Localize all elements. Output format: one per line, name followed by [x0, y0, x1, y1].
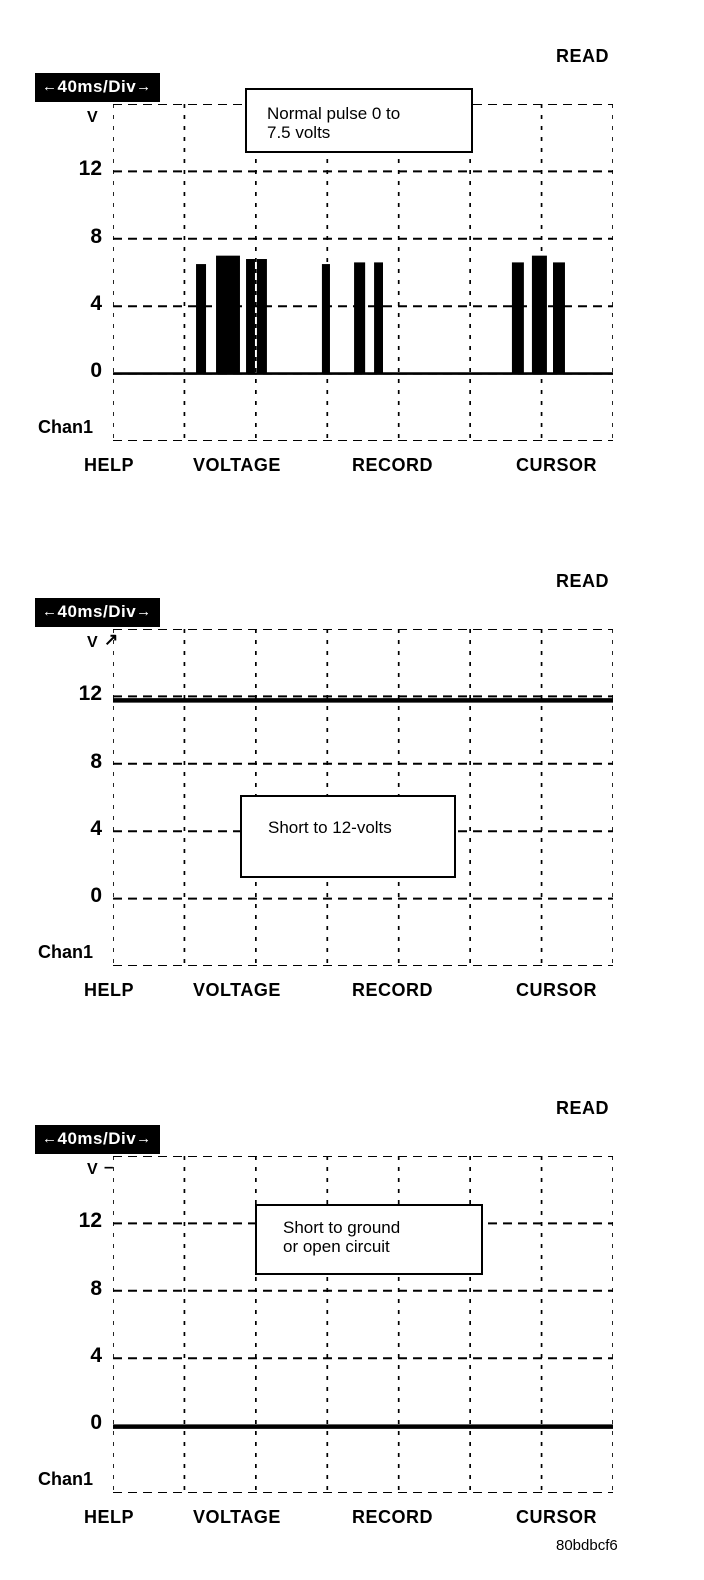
y-tick-4: 4: [90, 817, 102, 840]
annotation-box: [240, 795, 456, 878]
read-mode-button[interactable]: READ: [556, 1098, 610, 1118]
scope-screen-short-to-ground: [0, 1092, 704, 1578]
timebase-badge[interactable]: [35, 598, 160, 627]
y-tick-8: 8: [90, 225, 102, 248]
timebase-label: 40ms/Div: [57, 602, 137, 621]
right-arrow-icon: →: [136, 78, 152, 95]
annotation-box: [255, 1204, 483, 1275]
channel-label: Chan1: [38, 1469, 94, 1489]
annotation-line: Normal pulse 0 to: [267, 104, 401, 123]
y-tick-12: 12: [78, 1209, 102, 1232]
annotation-line: or open circuit: [283, 1237, 390, 1256]
softkey-record[interactable]: RECORD: [352, 1507, 434, 1527]
y-tick-0: 0: [90, 884, 102, 907]
softkey-cursor[interactable]: CURSOR: [516, 455, 598, 475]
timebase-badge[interactable]: [35, 1125, 160, 1154]
softkey-help[interactable]: HELP: [84, 1507, 135, 1527]
y-axis-unit-label: V: [87, 634, 98, 651]
y-axis-unit-label: V: [87, 109, 98, 126]
left-arrow-icon: ←: [42, 603, 58, 620]
y-tick-8: 8: [90, 1277, 102, 1300]
annotation-line: Short to 12-volts: [268, 818, 392, 837]
scope-screen-short-to-12v: [0, 565, 704, 1051]
y-tick-8: 8: [90, 750, 102, 773]
y-axis-unit-label: V: [87, 1161, 98, 1178]
annotation-line: Short to ground: [283, 1218, 401, 1237]
left-arrow-icon: ←: [42, 78, 58, 95]
softkey-voltage[interactable]: VOLTAGE: [193, 455, 281, 475]
timebase-label: 40ms/Div: [57, 1129, 137, 1148]
trigger-slope-icon: ↗: [104, 630, 119, 649]
trigger-level-icon: –: [104, 1157, 114, 1176]
waveform-plot: [113, 104, 613, 441]
y-tick-0: 0: [90, 1411, 102, 1434]
softkey-help[interactable]: HELP: [84, 980, 135, 1000]
channel-label: Chan1: [38, 417, 94, 437]
timebase-badge[interactable]: [35, 73, 160, 102]
softkey-cursor[interactable]: CURSOR: [516, 1507, 598, 1527]
scope-screen-normal-pulse: [0, 40, 704, 526]
y-tick-4: 4: [90, 292, 102, 315]
softkey-cursor[interactable]: CURSOR: [516, 980, 598, 1000]
annotation-box: [245, 88, 473, 153]
softkey-record[interactable]: RECORD: [352, 980, 434, 1000]
softkey-record[interactable]: RECORD: [352, 455, 434, 475]
y-tick-12: 12: [78, 157, 102, 180]
read-mode-button[interactable]: READ: [556, 46, 610, 66]
channel-label: Chan1: [38, 942, 94, 962]
left-arrow-icon: ←: [42, 1130, 58, 1147]
annotation-line: 7.5 volts: [267, 123, 331, 142]
y-tick-12: 12: [78, 682, 102, 705]
timebase-label: 40ms/Div: [57, 77, 137, 96]
y-tick-4: 4: [90, 1344, 102, 1367]
right-arrow-icon: →: [136, 1130, 152, 1147]
figure-code: 80bdbcf6: [556, 1537, 618, 1554]
softkey-help[interactable]: HELP: [84, 455, 135, 475]
softkey-voltage[interactable]: VOLTAGE: [193, 980, 281, 1000]
y-tick-0: 0: [90, 359, 102, 382]
read-mode-button[interactable]: READ: [556, 571, 610, 591]
softkey-voltage[interactable]: VOLTAGE: [193, 1507, 281, 1527]
right-arrow-icon: →: [136, 603, 152, 620]
